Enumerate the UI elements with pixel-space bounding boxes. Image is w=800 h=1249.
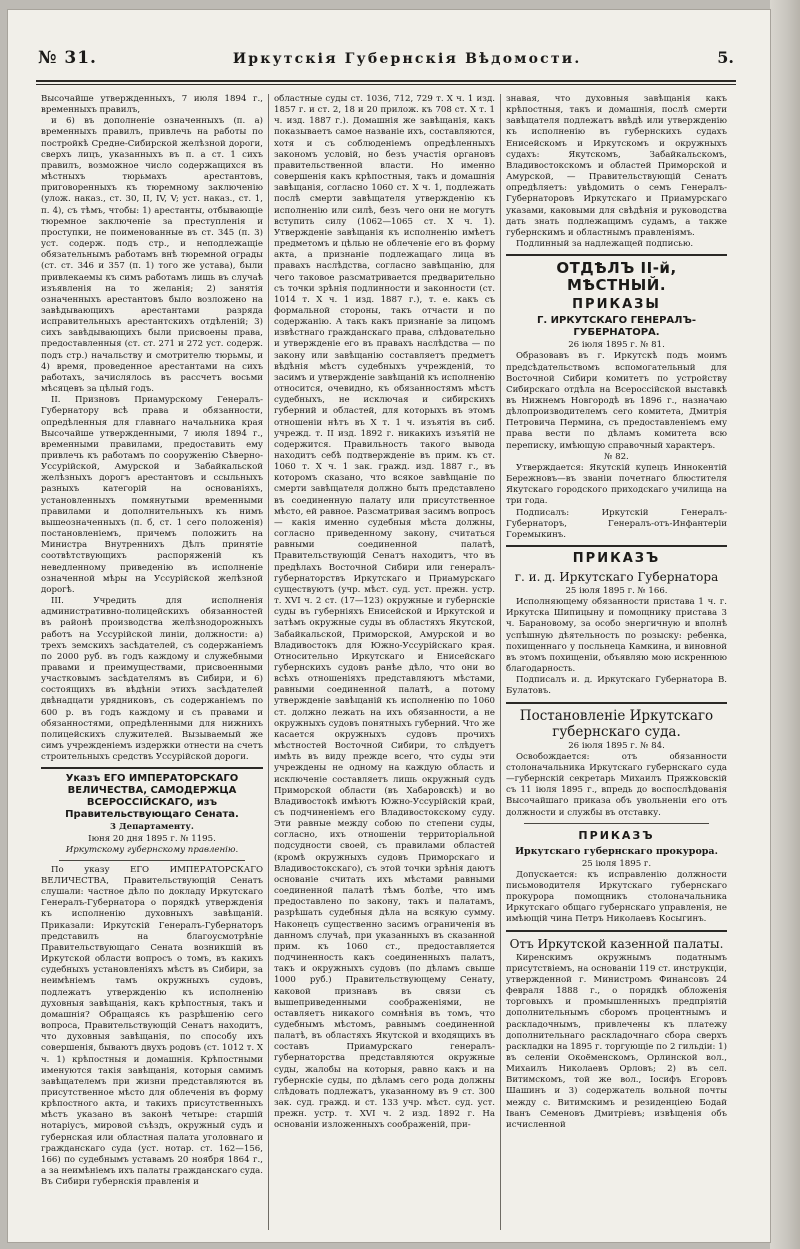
column-1 xyxy=(36,94,268,1230)
paragraph: II. Призновъ Приамурскому Генералъ-Губернатору всѣ права и обязанности, опредѣленныя для главнаго начальника края Высочайше утвержденными, 7 июля 1894 г., временными правилами, предоставить ему привлечь къ работамъ по сооруженiю Сѣверно-Уссурiйской, Амурской и Забайкальской желѣзныхъ дорогъ арестантовъ и ссыльныхъ разныхъ категорiй на основанiяхъ, установленныхъ помянутыми временными правилами и дополнительныхъ къ нимъ вышеозначенныхъ (п. б, ст. 1 сего положенiя) постановленiемъ, причемъ положить на Министра Внутреннихъ Дѣлъ принятiе соотвѣтствующихъ распоряженiй къ неведленному приведенiю въ исполненiе означенной мѣры на Уссурiйской желѣзной дорогѣ. xyxy=(41,395,263,595)
paragraph: областные суды ст. 1036, 712, 729 т. Х ч. 1 изд. 1857 г. и ст. 2, 18 и 20 прилож. къ 708 ст. Х т. 1 ч. изд. 1887 г.). Домашнiя же завѣщанiя, какъ показываетъ самое названiе ихъ, составляются, хотя и съ соблюденiемъ опредѣленныхъ закономъ условiй, но безъ участiя органовъ правительственной власти. Но именно совершенiя какъ крѣпостныя, такъ и домашнiя завѣщанiя, согласно 1060 ст. Х ч. 1, подлежать послѣ смерти завѣщателя утвержденiю къ исполненiю или силѣ, безъ чего они не могутъ вступить силу (1062—1065 ст. Х ч. 1). Утвержденiе завѣщанiя къ исполненiю имѣетъ предметомъ и цѣлью не облеченiе его въ форму акта, а признанiе подлежащаго лица въ правахъ наслѣдства, согласно завѣщанiю, для чего таковое разсматривается предварительно съ точки зрѣнiя подлинности и законности (ст. 1014 т. Х ч. 1 изд. 1887 г.), т. е. какъ съ формальной стороны, такъ отчасти и по содержанiю. А такъ какъ признанiе за лицомъ извѣстнаго гражданскаго права, слѣдовательно и утвержденiе его въ правахъ наслѣдства — по закону или завѣщанiю составляетъ предметъ вѣдѣнiя мѣстъ судебныхъ учрежденiй, то засимъ и утвержденiе завѣщанiй къ исполненiю относится, очевидно, къ обязанностямъ мѣстъ судебныхъ, не исключая и сибирскихъ губерний и областей, для которыхъ въ этомъ отношенiи нѣтъ въ Х т. 1 ч. изъятiя въ сиб. учрежд. т. II изд. 1892 г. никакихъ изъятiй не содержится. Правильность такого вывода находитъ себѣ подтвержденiе въ прим. къ ст. 1060 т. Х ч. 1 зак. гражд. изд. 1887 г., въ которомъ сказано, что всякое завѣщанiе по смерти завѣщателя должно быть представлено въ соединенную палату или присутственное мѣсто, ей равное. Разсматривая засимъ вопросъ — какiя именно судебныя мѣста должны, согласно приведенному закону, считаться равными соединенной палатѣ, Правительствующiй Сенатъ находитъ, что въ предѣлахъ Восточной Сибири или генералъ-губернаторствъ Иркутскаго и Приамурскаго существуютъ (учр. мѣст. суд. уст. прежн. устр. т. XVI ч. 2 ст. (17—123) окружные и губернскiе суды въ губернiяхъ Енисейской и Иркутской и затѣмъ окружные суды въ областяхъ Якутской, Забайкальской, Приморской, Амурской и во Владивостокъ для Южно-Уссурiйскаго края. Относительно Иркутскаго и Енисейскаго губернскихъ судовъ ранѣе дѣло, что они во всѣхъ отношенiяхъ представляютъ мѣстами, равными соединенной палатѣ, а потому утвержденiе завѣщанiй къ исполненiю по 1060 ст. должно лежать на ихъ обязанности, а не окружныхъ судовъ понятныхъ губерний. Что же касается окружныхъ судовъ прочихъ мѣстностей Восточной Сибири, то слѣдуетъ имѣть въ виду прежде всего, что суды эти учреждены не одному на каждую область и исключенiе составляетъ лишь окружный судъ Приморской области (въ Хабаровскѣ) и во Владивостокѣ имѣютъ Южно-Уссурiйскiй край, съ подчиненiемъ его Владивостокскому суду. Эти равные между собою по степени суды, согласно, ихъ отношенiи территорiальной подсудности своей, съ правилами областей (кромѣ окружныхъ судовъ Приморскаго и Владивостокскаго), съ этой точки зрѣнiя даютъ основанiе считать ихъ мѣстами равными соединенной палатѣ тѣмъ болѣе, что имъ предоставлено по закону, такъ и палатамъ, разрѣшать судебныя дѣла на всякую сумму. Наконецъ существенно засимъ ограниченiя въ данномъ случаѣ, при указанныхъ въ сказанной прим. къ 1060 ст., предоставляется подчиненность какъ соединенныхъ палатъ, такъ и окружныхъ судовъ (по дѣламъ свыше 1000 руб.) Правительствующему Сенату, каковой признавъ въ связи съ вышеприведенными соображенiями, не оставляетъ никакого сомнѣнiя въ томъ, что судебнымъ мѣстомъ, равнымъ соединенной палатѣ, въ областяхъ Якутской и входящихъ въ составъ Приамурскаго генералъ-губернаторства представляются окружные суды, жалобы на которыя, равно какъ и на губернскiе суды, по дѣламъ сего рода должны слѣдовать подлежатъ, указанному въ 9 ст. 300 зак. суд. гражд. и ст. 133 учр. мѣст. суд. уст. прежн. устр. т. XVI ч. 2 изд. 1892 г. На основанiи изложенныхъ соображенiй, при- xyxy=(274,94,495,1131)
header-rule-thin xyxy=(36,84,736,85)
resolution-date: 26 iюля 1895 г. № 84. xyxy=(568,740,665,751)
order-date: 25 iюля 1895 г. № 166. xyxy=(565,586,668,596)
ukaz-addressee: Иркутскому губернскому правленiю. xyxy=(65,844,239,855)
page-number: 5. xyxy=(717,48,734,67)
orders-heading: ПРИКАЗЫ xyxy=(572,297,661,313)
orders-subheading: Г. ИРКУТСКАГО ГЕНЕРАЛЪ-ГУБЕРНАТОРА. xyxy=(537,315,696,339)
scan-edge xyxy=(770,0,800,1249)
paragraph: Исполняющему обязанности пристава 1 ч. г. Иркутска Шипицыну и помощнику пристава 3 ч. Барановому, за особо энергичную и вполнѣ успѣшную дѣятельность по розыску: ребенка, похищеннаго у посльнеца Камкина, и виновной въ этомъ похищенiи, объявляю мою искреннюю благодарность. xyxy=(506,597,727,675)
order-heading: ПРИКАЗЪ xyxy=(572,551,661,566)
paragraph: Подлинный за надлежащей подписью. xyxy=(516,239,694,250)
order-subheading: г. и. д. Иркутскаго Губернатора xyxy=(514,570,719,584)
issue-number: № 31. xyxy=(38,48,97,68)
resolution-heading: Постановленiе Иркутскаго губернскаго суда. xyxy=(519,707,714,740)
order-date: 25 iюля 1895 г. xyxy=(581,858,652,869)
paragraph: III. Учредить для исполненiя административно-полицейскихъ обязанностей въ районѣ производства желѣзнодорожныхъ работъ на Уссурiйской линiи, должности: а) трехъ земскихъ засѣдателей, съ содержанiемъ по 2000 руб. въ годъ каждому и служебными правами и преимуществами, присвоенными участковымъ засѣдателямъ въ Сибири, и 6) состоящихъ въ вѣдѣнiи этихъ засѣдателей двѣнадцати урядниковъ, съ содержанiемъ по 600 р. въ годъ каждому и съ правами и обязанностями, опредѣленными для нижнихъ полицейскихъ служителей. Вызываемый же симъ учрежденiемъ издержки отнести на счетъ строительныхъ средствъ Уссурiйской дороги. xyxy=(41,596,263,763)
signature: Подписалъ: Иркутскiй Генералъ-Губернаторъ, Генералъ-отъ-Инфантерiи Горемыкинъ. xyxy=(506,507,727,540)
order-subheading: Иркутскаго губернскаго прокурора. xyxy=(515,845,718,857)
paragraph: Высочайше утвержденныхъ, 7 июля 1894 г., временныхъ правилъ, xyxy=(41,94,263,116)
order-number: № 82. xyxy=(604,451,629,462)
text-columns xyxy=(36,94,734,1230)
signature: Подписалъ и. д. Иркутскаго Губернатора В. Булатовъ. xyxy=(506,675,727,697)
newspaper-title: Иркутскiя Губернскiя Вѣдомости. xyxy=(232,51,582,67)
section-divider xyxy=(506,930,727,932)
paragraph: Допускается: къ исправленiю должности письмоводителя Иркутскаго губернскаго прокурора помощникъ столоначальника Иркутскаго общаго губернскаго управленiя, не имѣющiй чина Петръ Николаевъ Косыгинъ. xyxy=(506,869,727,925)
paragraph: и 6) въ дополненiе означенныхъ (п. а) временныхъ правилъ, привлечь на работы по постройкѣ Средне-Сибирской желѣзной дороги, сверхъ лицъ, указанныхъ въ п. а ст. 1 сихъ правилъ, возможное число содержащихся въ мѣстныхъ тюрьмахъ арестантовъ, приговоренныхъ къ тюремному заключенiю (улож. наказ., ст. 30, II, IV, V; уст. наказ., ст. 1, п. 4), съ тѣмъ, чтобы: 1) арестанты, отбывающiе тюремное заключенiе за преступленiя и проступки, не поименованные въ ст. 345 (п. 3) уст. содерж. подъ стр., и неподлежащiе обязательнымъ работамъ внѣ тюремной ограды (ст. ст. 346 и 357 (п. 1) того же устава), были привлекаемы къ симъ работамъ лишь въ случаѣ изъявленiя на то желанiя; 2) занятiя означенныхъ арестантовъ было возложено на завѣдывающихъ арестантами разряда исправительныхъ арестантскихъ отдѣленiй; 3) сихъ завѣдывающихъ были присвоены права, предоставленныя (ст. ст. 271 и 272 уст. содерж. подъ стр.) начальству и смотрителю тюрьмы, и 4) время, проведенное арестантами на сихъ работахъ, зачислялось въ рассчетъ восьми мѣсяцевъ за цѣлый годъ. xyxy=(41,116,263,395)
short-divider xyxy=(524,823,709,824)
paragraph: По указу ЕГО ИМПЕРАТОРСКАГО ВЕЛИЧЕСТВА, Правительствующiй Сенатъ слушали: частное дѣло по докладу Иркутскаго Генералъ-Губернатора о порядкѣ утвержденiя къ исполненiю духовныхъ завѣщанiй. Приказали: Иркутскiй Генералъ-Губернаторъ представилъ на благоусмотрѣнiе Правительствующаго Сената возникшiй въ Иркутской области вопросъ о томъ, въ какихъ судебныхъ установленiяхъ мѣстъ въ Сибири, за неимѣнiемъ тамъ окружныхъ судовъ, подлежатъ утвержденiю къ исполненiю духовныя завѣщанiя, какъ крѣпостныя, такъ и домашнiя? Обращаясь къ разрѣшенiю сего вопроса, Правительствующiй Сенатъ находитъ, что духовныя завѣщанiя, по способу ихъ совершенiя, бываютъ двухъ родовъ (ст. 1012 т. Х ч. 1) крѣпостныя и домашнiя. Крѣпостными именуются такiя завѣщанiя, которыя самимъ завѣщателемъ при жизни представляются въ присутственное мѣсто для облеченiя въ форму крѣпостного акта, и такихъ присутственныхъ мѣстъ указано въ законѣ четыре: старшiй нотарiусъ, мировой съѣздъ, окружный судъ и губернская или областная палата уголовнаго и гражданскаго суда (уст. нотар. ст. 162—156, 166) по судебнымъ уставамъ 20 ноября 1864 г., а за неимѣнiемъ ихъ палаты гражданскаго суда. Въ Сибири губернскiя правленiя и xyxy=(41,864,263,1188)
ukaz-heading: Указъ ЕГО ИМПЕРАТОРСКАГО ВЕЛИЧЕСТВА, САМОДЕРЖЦА ВСЕРОССIЙСКАГО, изъ Правительствующаго Сената. xyxy=(65,773,239,821)
paragraph: Освобождается: отъ обязанности столоначальника Иркутскаго губернскаго суда—губернскiй секретарь Михаилъ Пряжковскiй съ 11 iюля 1895 г., впредь до воспослѣдованiя Высочайшаго приказа объ увольненiи его отъ должности и службы въ отставку. xyxy=(506,751,727,818)
treasury-heading: Отъ Иркутской казенной палаты. xyxy=(509,936,724,951)
page-header xyxy=(38,48,734,74)
column-3 xyxy=(500,94,732,1230)
newspaper-page xyxy=(8,10,770,1242)
section-heading: ОТДѢЛЪ II-й, МѢСТНЫЙ. xyxy=(556,259,677,295)
section-divider xyxy=(506,702,727,704)
paragraph: Образовавъ въ г. Иркутскѣ подъ моимъ предсѣдательствомъ вспомогательный для Восточной Сибири комитетъ по устройству Сибирскаго отдѣла на Всероссiйской выставкѣ въ Нижнемъ Новгородѣ въ 1896 г., назначаю дѣлопроизводителемъ сего комитета, Дмитрiя Петровича Пермина, съ предоставленiемъ ему права вести по дѣламъ комитета всю переписку, имѣющую справочный характеръ. xyxy=(506,351,727,451)
order-heading: ПРИКАЗЪ xyxy=(578,828,655,842)
section-divider xyxy=(506,545,727,547)
paragraph: Киренскимъ окружнымъ податнымъ присутствiемъ, на основанiи 119 ст. инструкцiи, утвержденной г. Министромъ Финансовъ 24 февраля 1888 г., о порядкѣ обложенiя торговыхъ и промышленныхъ предпрiятiй дополнительнымъ сборомъ процентнымъ и раскладочнымъ, привлечены къ платежу дополнительнаго раскладочнаго сбора сверхъ раскладки на 1895 г. торгующiе по 2 гильдiи: 1) въ селенiи Окоёменскомъ, Орлинской вол., Михаилъ Николаевъ Орловъ; 2) въ сел. Витимскомъ, той же вол., Iосифъ Егоровъ Шашинъ и 3) содержатель вольной почты между с. Витимскимъ и резиденцiею Бодай Iванъ Семеновъ Дмитрiевъ; извѣщенiя объ исчисленной xyxy=(506,952,727,1130)
section-divider xyxy=(41,767,263,769)
short-divider xyxy=(59,860,245,861)
column-2 xyxy=(268,94,500,1230)
header-rule xyxy=(36,80,736,82)
ukaz-date: Iюня 20 дня 1895 г. № 1195. xyxy=(88,833,216,844)
paragraph: Утверждается: Якутскiй купецъ Иннокентiй Бережновъ—въ званiи почетнаго блюстителя Якутскаго городского приходскаго училища на три года. xyxy=(506,462,727,507)
section-divider xyxy=(506,254,727,256)
order-date: 26 iюля 1895 г. № 81. xyxy=(568,340,665,351)
department: 3 Департаменту. xyxy=(110,822,194,833)
paragraph: знавая, что духовныя завѣщанiя какъ крѣпостныя, такъ и домашнiя, послѣ смерти завѣщателя подлежатъ ввѣдѣ или утвержденiю къ исполненiю въ губернскихъ судахъ Енисейскомъ и Иркутскомъ и окружныхъ судахъ: Якутскомъ, Забайкальскомъ, Владивостокскомъ и областей Приморской и Амурской, — Правительствующiй Сенатъ опредѣляетъ: увѣдомить о семъ Генералъ-Губернаторовъ Иркутскаго и Приамурскаго указами, каковыми для свѣдѣнiя и руководства дать знать подлежащимъ судамъ, а также губернскимъ и областнымъ правленiямъ. xyxy=(506,94,727,238)
